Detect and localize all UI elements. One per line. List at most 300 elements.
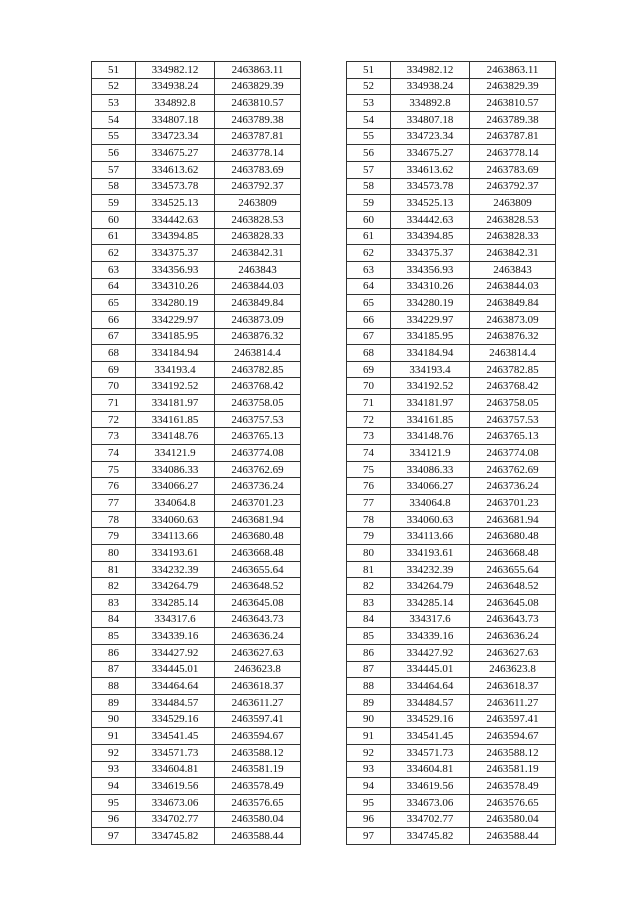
point-number-cell: 56 [347,145,391,162]
y-coordinate-cell: 2463594.67 [470,728,556,745]
x-coordinate-cell: 334285.14 [136,595,215,612]
x-coordinate-cell: 334193.61 [136,545,215,562]
y-coordinate-cell: 2463774.08 [215,445,301,462]
table-row [347,495,556,512]
point-number-cell: 59 [347,195,391,212]
point-number-cell: 74 [92,445,136,462]
table-row [347,261,556,278]
table-row [92,95,301,112]
table-row [347,778,556,795]
y-coordinate-cell: 2463618.37 [470,678,556,695]
x-coordinate-cell: 334148.76 [136,428,215,445]
x-coordinate-cell: 334673.06 [136,794,215,811]
table-row [92,345,301,362]
coordinate-table-right [346,61,556,845]
table-row [347,578,556,595]
x-coordinate-cell: 334982.12 [391,62,470,79]
y-coordinate-cell: 2463792.37 [215,178,301,195]
x-coordinate-cell: 334232.39 [391,561,470,578]
y-coordinate-cell: 2463736.24 [215,478,301,495]
point-number-cell: 63 [347,261,391,278]
x-coordinate-cell: 334375.37 [136,245,215,262]
x-coordinate-cell: 334181.97 [136,395,215,412]
table-row [92,711,301,728]
point-number-cell: 73 [92,428,136,445]
x-coordinate-cell: 334310.26 [391,278,470,295]
x-coordinate-cell: 334184.94 [391,345,470,362]
table-row [347,428,556,445]
table-row [92,811,301,828]
table-row [347,728,556,745]
point-number-cell: 87 [92,661,136,678]
y-coordinate-cell: 2463843 [215,261,301,278]
y-coordinate-cell: 2463828.33 [470,228,556,245]
point-number-cell: 69 [347,361,391,378]
y-coordinate-cell: 2463843 [470,261,556,278]
x-coordinate-cell: 334229.97 [391,311,470,328]
point-number-cell: 70 [92,378,136,395]
x-coordinate-cell: 334427.92 [391,644,470,661]
table-row [347,245,556,262]
point-number-cell: 56 [92,145,136,162]
point-number-cell: 81 [92,561,136,578]
y-coordinate-cell: 2463627.63 [215,644,301,661]
x-coordinate-cell: 334807.18 [136,111,215,128]
point-number-cell: 77 [92,495,136,512]
y-coordinate-cell: 2463828.33 [215,228,301,245]
point-number-cell: 52 [92,78,136,95]
point-number-cell: 78 [347,511,391,528]
x-coordinate-cell: 334060.63 [391,511,470,528]
y-coordinate-cell: 2463736.24 [470,478,556,495]
table-row [92,644,301,661]
x-coordinate-cell: 334193.4 [391,361,470,378]
x-coordinate-cell: 334484.57 [136,694,215,711]
x-coordinate-cell: 334723.34 [136,128,215,145]
table-row [92,411,301,428]
x-coordinate-cell: 334192.52 [136,378,215,395]
y-coordinate-cell: 2463594.67 [215,728,301,745]
point-number-cell: 97 [347,828,391,845]
y-coordinate-cell: 2463787.81 [470,128,556,145]
x-coordinate-cell: 334675.27 [391,145,470,162]
y-coordinate-cell: 2463809 [470,195,556,212]
table-row [347,545,556,562]
point-number-cell: 76 [347,478,391,495]
table-row [92,261,301,278]
x-coordinate-cell: 334317.6 [136,611,215,628]
y-coordinate-cell: 2463765.13 [470,428,556,445]
x-coordinate-cell: 334192.52 [391,378,470,395]
table-row [347,78,556,95]
x-coordinate-cell: 334938.24 [136,78,215,95]
y-coordinate-cell: 2463627.63 [470,644,556,661]
point-number-cell: 79 [347,528,391,545]
point-number-cell: 91 [347,728,391,745]
table-row [347,595,556,612]
x-coordinate-cell: 334573.78 [136,178,215,195]
y-coordinate-cell: 2463873.09 [470,311,556,328]
x-coordinate-cell: 334317.6 [391,611,470,628]
x-coordinate-cell: 334280.19 [136,295,215,312]
y-coordinate-cell: 2463701.23 [470,495,556,512]
point-number-cell: 65 [347,295,391,312]
y-coordinate-cell: 2463757.53 [215,411,301,428]
y-coordinate-cell: 2463576.65 [215,794,301,811]
table-row [347,445,556,462]
point-number-cell: 66 [347,311,391,328]
x-coordinate-cell: 334356.93 [391,261,470,278]
x-coordinate-cell: 334427.92 [136,644,215,661]
y-coordinate-cell: 2463765.13 [215,428,301,445]
point-number-cell: 53 [347,95,391,112]
y-coordinate-cell: 2463668.48 [215,545,301,562]
table-row [347,761,556,778]
table-row [347,295,556,312]
point-number-cell: 72 [92,411,136,428]
y-coordinate-cell: 2463623.8 [215,661,301,678]
y-coordinate-cell: 2463701.23 [215,495,301,512]
x-coordinate-cell: 334745.82 [391,828,470,845]
y-coordinate-cell: 2463814.4 [470,345,556,362]
table-row [347,328,556,345]
point-number-cell: 71 [347,395,391,412]
point-number-cell: 53 [92,95,136,112]
x-coordinate-cell: 334892.8 [136,95,215,112]
x-coordinate-cell: 334702.77 [391,811,470,828]
table-row [347,644,556,661]
table-row [92,628,301,645]
y-coordinate-cell: 2463623.8 [470,661,556,678]
table-row [347,411,556,428]
point-number-cell: 68 [347,345,391,362]
x-coordinate-cell: 334229.97 [136,311,215,328]
point-number-cell: 72 [347,411,391,428]
point-number-cell: 92 [347,744,391,761]
table-row [92,828,301,845]
table-row [347,678,556,695]
y-coordinate-cell: 2463643.73 [470,611,556,628]
y-coordinate-cell: 2463842.31 [215,245,301,262]
table-row [92,528,301,545]
x-coordinate-cell: 334086.33 [391,461,470,478]
point-number-cell: 92 [92,744,136,761]
point-number-cell: 95 [92,794,136,811]
y-coordinate-cell: 2463762.69 [470,461,556,478]
table-row [92,311,301,328]
y-coordinate-cell: 2463636.24 [470,628,556,645]
y-coordinate-cell: 2463597.41 [470,711,556,728]
table-row [347,611,556,628]
x-coordinate-cell: 334193.4 [136,361,215,378]
table-row [92,728,301,745]
y-coordinate-cell: 2463876.32 [470,328,556,345]
x-coordinate-cell: 334113.66 [391,528,470,545]
x-coordinate-cell: 334184.94 [136,345,215,362]
table-row [347,361,556,378]
table-row [92,578,301,595]
point-number-cell: 80 [92,545,136,562]
point-number-cell: 64 [347,278,391,295]
y-coordinate-cell: 2463814.4 [215,345,301,362]
coordinate-table-body [347,62,556,845]
table-row [92,511,301,528]
table-row [92,78,301,95]
point-number-cell: 64 [92,278,136,295]
point-number-cell: 96 [347,811,391,828]
point-number-cell: 74 [347,445,391,462]
x-coordinate-cell: 334982.12 [136,62,215,79]
table-row [347,161,556,178]
x-coordinate-cell: 334280.19 [391,295,470,312]
table-row [92,478,301,495]
point-number-cell: 57 [92,161,136,178]
x-coordinate-cell: 334445.01 [391,661,470,678]
point-number-cell: 71 [92,395,136,412]
y-coordinate-cell: 2463578.49 [470,778,556,795]
y-coordinate-cell: 2463774.08 [470,445,556,462]
y-coordinate-cell: 2463789.38 [215,111,301,128]
table-row [92,794,301,811]
y-coordinate-cell: 2463757.53 [470,411,556,428]
table-row [92,461,301,478]
point-number-cell: 58 [92,178,136,195]
point-number-cell: 69 [92,361,136,378]
x-coordinate-cell: 334619.56 [136,778,215,795]
y-coordinate-cell: 2463810.57 [470,95,556,112]
point-number-cell: 70 [347,378,391,395]
y-coordinate-cell: 2463648.52 [215,578,301,595]
y-coordinate-cell: 2463655.64 [470,561,556,578]
x-coordinate-cell: 334285.14 [391,595,470,612]
x-coordinate-cell: 334525.13 [136,195,215,212]
x-coordinate-cell: 334339.16 [136,628,215,645]
point-number-cell: 88 [92,678,136,695]
y-coordinate-cell: 2463778.14 [470,145,556,162]
point-number-cell: 67 [347,328,391,345]
point-number-cell: 54 [347,111,391,128]
x-coordinate-cell: 334807.18 [391,111,470,128]
point-number-cell: 61 [92,228,136,245]
point-number-cell: 68 [92,345,136,362]
x-coordinate-cell: 334604.81 [136,761,215,778]
table-row [347,794,556,811]
y-coordinate-cell: 2463778.14 [215,145,301,162]
table-row [92,178,301,195]
point-number-cell: 78 [92,511,136,528]
y-coordinate-cell: 2463829.39 [470,78,556,95]
x-coordinate-cell: 334484.57 [391,694,470,711]
y-coordinate-cell: 2463876.32 [215,328,301,345]
x-coordinate-cell: 334525.13 [391,195,470,212]
point-number-cell: 84 [347,611,391,628]
x-coordinate-cell: 334193.61 [391,545,470,562]
x-coordinate-cell: 334673.06 [391,794,470,811]
point-number-cell: 88 [347,678,391,695]
y-coordinate-cell: 2463873.09 [215,311,301,328]
point-number-cell: 81 [347,561,391,578]
table-row [92,428,301,445]
table-row [92,295,301,312]
y-coordinate-cell: 2463588.12 [470,744,556,761]
y-coordinate-cell: 2463787.81 [215,128,301,145]
point-number-cell: 52 [347,78,391,95]
x-coordinate-cell: 334121.9 [391,445,470,462]
x-coordinate-cell: 334264.79 [136,578,215,595]
table-row [347,694,556,711]
table-row [347,62,556,79]
point-number-cell: 86 [347,644,391,661]
point-number-cell: 61 [347,228,391,245]
table-row [347,561,556,578]
y-coordinate-cell: 2463588.12 [215,744,301,761]
x-coordinate-cell: 334375.37 [391,245,470,262]
y-coordinate-cell: 2463783.69 [215,161,301,178]
table-row [347,95,556,112]
table-row [92,761,301,778]
table-row [92,111,301,128]
point-number-cell: 89 [92,694,136,711]
point-number-cell: 89 [347,694,391,711]
y-coordinate-cell: 2463782.85 [470,361,556,378]
point-number-cell: 75 [92,461,136,478]
x-coordinate-cell: 334613.62 [136,161,215,178]
point-number-cell: 94 [92,778,136,795]
point-number-cell: 90 [347,711,391,728]
table-row [347,211,556,228]
x-coordinate-cell: 334148.76 [391,428,470,445]
y-coordinate-cell: 2463618.37 [215,678,301,695]
coordinate-table-body [92,62,301,845]
point-number-cell: 82 [347,578,391,595]
x-coordinate-cell: 334571.73 [391,744,470,761]
table-row [347,828,556,845]
y-coordinate-cell: 2463680.48 [470,528,556,545]
x-coordinate-cell: 334060.63 [136,511,215,528]
point-number-cell: 59 [92,195,136,212]
point-number-cell: 85 [92,628,136,645]
point-number-cell: 55 [92,128,136,145]
table-row [92,245,301,262]
point-number-cell: 97 [92,828,136,845]
x-coordinate-cell: 334938.24 [391,78,470,95]
table-row [92,694,301,711]
point-number-cell: 83 [347,595,391,612]
point-number-cell: 57 [347,161,391,178]
y-coordinate-cell: 2463810.57 [215,95,301,112]
table-row [92,744,301,761]
table-row [92,778,301,795]
table-row [347,378,556,395]
y-coordinate-cell: 2463783.69 [470,161,556,178]
x-coordinate-cell: 334394.85 [391,228,470,245]
x-coordinate-cell: 334064.8 [391,495,470,512]
x-coordinate-cell: 334066.27 [391,478,470,495]
table-row [347,195,556,212]
table-row [92,545,301,562]
y-coordinate-cell: 2463828.53 [470,211,556,228]
point-number-cell: 63 [92,261,136,278]
point-number-cell: 94 [347,778,391,795]
table-row [92,378,301,395]
y-coordinate-cell: 2463792.37 [470,178,556,195]
table-row [347,395,556,412]
table-row [92,195,301,212]
point-number-cell: 75 [347,461,391,478]
y-coordinate-cell: 2463844.03 [470,278,556,295]
x-coordinate-cell: 334310.26 [136,278,215,295]
table-row [347,128,556,145]
table-row [92,395,301,412]
x-coordinate-cell: 334066.27 [136,478,215,495]
point-number-cell: 96 [92,811,136,828]
x-coordinate-cell: 334723.34 [391,128,470,145]
x-coordinate-cell: 334064.8 [136,495,215,512]
x-coordinate-cell: 334541.45 [136,728,215,745]
table-row [347,478,556,495]
x-coordinate-cell: 334702.77 [136,811,215,828]
table-row [347,528,556,545]
table-row [92,611,301,628]
y-coordinate-cell: 2463636.24 [215,628,301,645]
x-coordinate-cell: 334675.27 [136,145,215,162]
x-coordinate-cell: 334745.82 [136,828,215,845]
x-coordinate-cell: 334571.73 [136,744,215,761]
y-coordinate-cell: 2463578.49 [215,778,301,795]
y-coordinate-cell: 2463828.53 [215,211,301,228]
table-row [347,178,556,195]
y-coordinate-cell: 2463762.69 [215,461,301,478]
table-row [347,711,556,728]
y-coordinate-cell: 2463588.44 [470,828,556,845]
y-coordinate-cell: 2463849.84 [470,295,556,312]
y-coordinate-cell: 2463581.19 [215,761,301,778]
coordinate-table-left [91,61,301,845]
table-row [347,311,556,328]
table-row [347,111,556,128]
y-coordinate-cell: 2463863.11 [215,62,301,79]
y-coordinate-cell: 2463849.84 [215,295,301,312]
point-number-cell: 60 [347,211,391,228]
y-coordinate-cell: 2463789.38 [470,111,556,128]
point-number-cell: 76 [92,478,136,495]
x-coordinate-cell: 334113.66 [136,528,215,545]
y-coordinate-cell: 2463581.19 [470,761,556,778]
point-number-cell: 84 [92,611,136,628]
x-coordinate-cell: 334613.62 [391,161,470,178]
table-row [92,328,301,345]
y-coordinate-cell: 2463829.39 [215,78,301,95]
x-coordinate-cell: 334464.64 [391,678,470,695]
point-number-cell: 55 [347,128,391,145]
point-number-cell: 86 [92,644,136,661]
table-row [347,345,556,362]
y-coordinate-cell: 2463809 [215,195,301,212]
table-row [347,145,556,162]
y-coordinate-cell: 2463768.42 [470,378,556,395]
x-coordinate-cell: 334604.81 [391,761,470,778]
x-coordinate-cell: 334185.95 [391,328,470,345]
x-coordinate-cell: 334394.85 [136,228,215,245]
point-number-cell: 83 [92,595,136,612]
y-coordinate-cell: 2463680.48 [215,528,301,545]
y-coordinate-cell: 2463588.44 [215,828,301,845]
point-number-cell: 80 [347,545,391,562]
x-coordinate-cell: 334121.9 [136,445,215,462]
y-coordinate-cell: 2463580.04 [215,811,301,828]
point-number-cell: 73 [347,428,391,445]
point-number-cell: 87 [347,661,391,678]
